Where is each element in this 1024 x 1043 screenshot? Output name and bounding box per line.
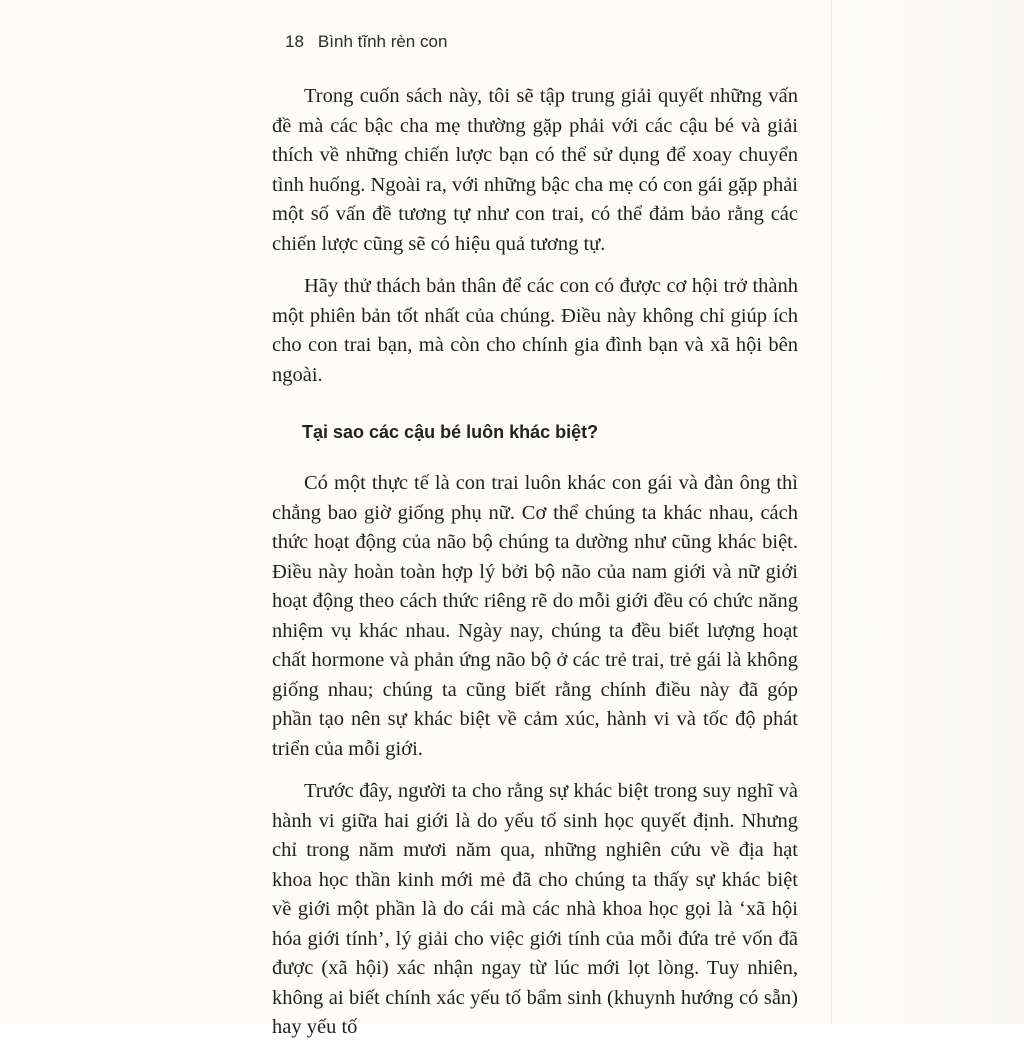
- section-heading: Tại sao các cậu bé luôn khác biệt?: [302, 422, 599, 442]
- page-edge-line: [831, 0, 832, 1024]
- body-text: [272, 82, 798, 1043]
- page-number: 18: [285, 32, 304, 51]
- paragraph-differences: Có một thực tế là con trai luôn khác con gái và đàn ông thì chẳng bao giờ giống phụ nữ. Cơ thể chúng ta khác nhau, cách thức hoạt động của não bộ chúng ta dường như cũng khác biệt. Điều này hoàn toàn hợp lý bởi bộ não của nam giới và nữ giới hoạt động theo cách thức riêng rẽ do mỗi giới đều có chức năng nhiệm vụ khác nhau. Ngày nay, chúng ta đều biết lượng hoạt chất hormone và phản ứng não bộ ở các trẻ trai, trẻ gái là không giống nhau; chúng ta cũng biết rằng chính điều này đã góp phần tạo nên sự khác biệt về cảm xúc, hành vi và tốc độ phát triển của mỗi giới.: [272, 472, 798, 760]
- running-header: [285, 30, 447, 54]
- paragraph-challenge: Hãy thử thách bản thân để các con có được cơ hội trở thành một phiên bản tốt nhất của chúng. Điều này không chỉ giúp ích cho con trai bạn, mà còn cho chính gia đình bạn và xã hội bên ngoài.: [272, 275, 798, 386]
- paragraph-strategies: Trong cuốn sách này, tôi sẽ tập trung giải quyết những vấn đề mà các bậc cha mẹ thường gặp phải với các cậu bé và giải thích về những chiến lược bạn có thể sử dụng để xoay chuyển tình huống. Ngoài ra, với những bậc cha mẹ có con gái gặp phải một số vấn đề tương tự như con trai, có thể đảm bảo rằng các chiến lược cũng sẽ có hiệu quả tương tự.: [272, 85, 798, 255]
- book-title: Bình tĩnh rèn con: [317, 32, 448, 51]
- page-margin-shade: [828, 0, 1024, 1024]
- paragraph-history: Trước đây, người ta cho rằng sự khác biệt trong suy nghĩ và hành vi giữa hai giới là do yếu tố sinh học quyết định. Nhưng chỉ trong năm mươi năm qua, những nghiên cứu về địa hạt khoa học thần kinh mới mẻ đã cho chúng ta thấy sự khác biệt về giới một phần là do cái mà các nhà khoa học gọi là ‘xã hội hóa giới tính’, lý giải cho việc giới tính của mỗi đứa trẻ vốn đã được (xã hội) xác nhận ngay từ lúc mới lọt lòng. Tuy nhiên, không ai biết chính xác yếu tố bẩm sinh (khuynh hướng có sẵn) hay yếu tố: [272, 780, 798, 1038]
